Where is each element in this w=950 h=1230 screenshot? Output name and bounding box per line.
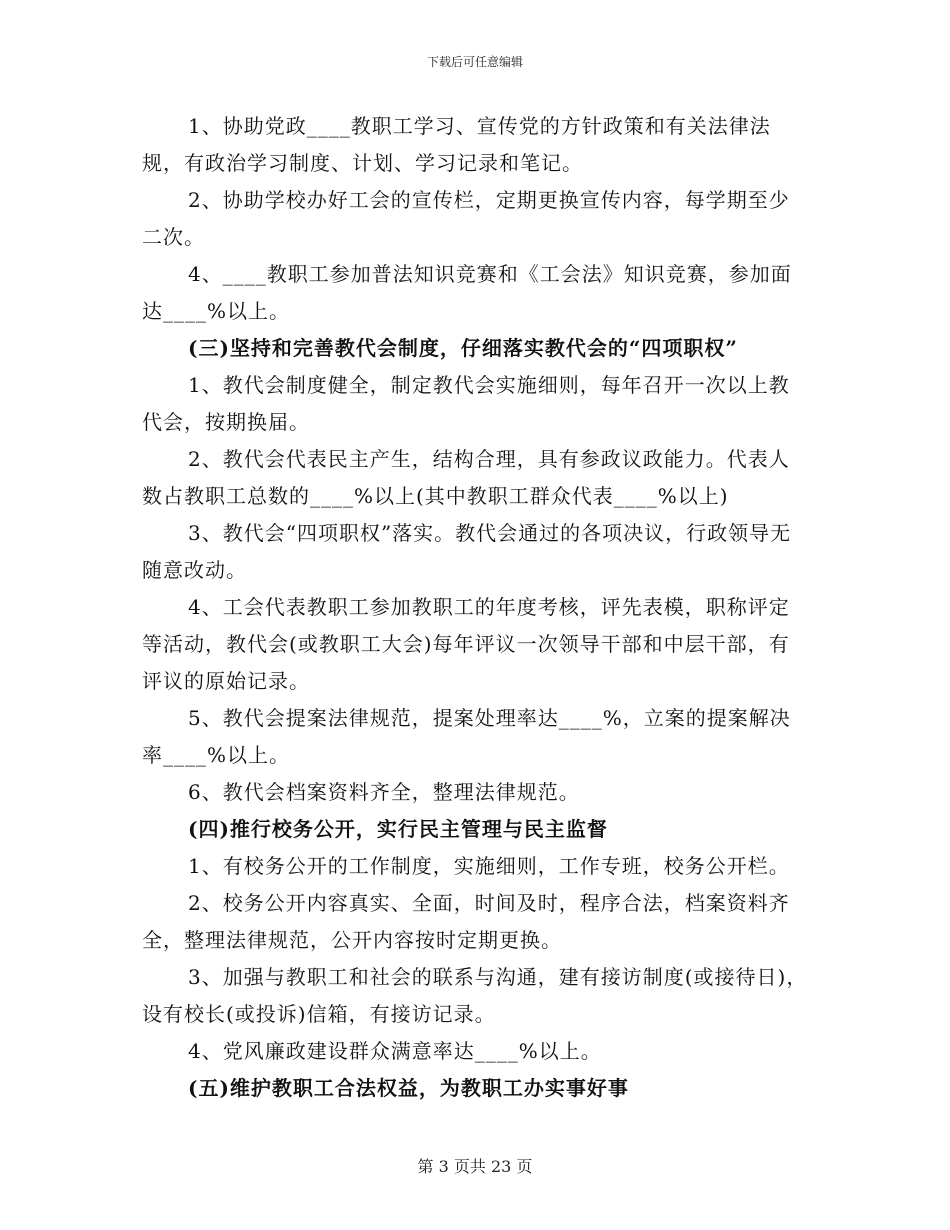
page-header: 下载后可任意编辑 bbox=[426, 55, 523, 69]
paragraph-13: 4、党风廉政建设群众满意率达____%以上。 bbox=[188, 1039, 602, 1063]
paragraph-9: 6、教代会档案资料齐全，整理法律规范。 bbox=[188, 780, 580, 804]
document-body bbox=[142, 108, 810, 1107]
section-heading-3: (三)坚持和完善教代会制度，仔细落实教代会的“四项职权” bbox=[188, 336, 738, 360]
paragraph-4: 1、教代会制度健全，制定教代会实施细则，每年召开一次以上教代会，按期换届。 bbox=[142, 373, 790, 434]
page-footer: 第 3 页共 23 页 bbox=[417, 1157, 533, 1176]
section-heading-4: (四)推行校务公开，实行民主管理与民主监督 bbox=[188, 817, 608, 841]
paragraph-6: 3、教代会“四项职权”落实。教代会通过的各项决议，行政领导无随意改动。 bbox=[142, 521, 792, 582]
paragraph-5: 2、教代会代表民主产生，结构合理，具有参政议政能力。代表人数占教职工总数的____%以上(其中教职工群众代表____%以上) bbox=[142, 447, 790, 508]
paragraph-3: 4、____教职工参加普法知识竞赛和《工会法》知识竞赛，参加面达____%以上。 bbox=[142, 262, 792, 323]
paragraph-11: 2、校务公开内容真实、全面，时间及时，程序合法，档案资料齐全，整理法律规范，公开内容按时定期更换。 bbox=[142, 891, 790, 952]
paragraph-2: 2、协助学校办好工会的宣传栏，定期更换宣传内容，每学期至少二次。 bbox=[142, 188, 790, 249]
paragraph-7: 4、工会代表教职工参加教职工的年度考核，评先表模，职称评定等活动，教代会(或教职工大会)每年评议一次领导干部和中层干部，有评议的原始记录。 bbox=[142, 595, 790, 693]
paragraph-8: 5、教代会提案法律规范，提案处理率达____%，立案的提案解决率____%以上。 bbox=[142, 706, 791, 767]
section-heading-5: (五)维护教职工合法权益，为教职工办实事好事 bbox=[188, 1076, 629, 1100]
paragraph-10: 1、有校务公开的工作制度，实施细则，工作专班，校务公开栏。 bbox=[188, 854, 790, 878]
paragraph-12: 3、加强与教职工和社会的联系与沟通，建有接访制度(或接待日)，设有校长(或投诉)信箱，有接访记录。 bbox=[142, 965, 808, 1026]
paragraph-1: 1、协助党政____教职工学习、宣传党的方针政策和有关法律法规，有政治学习制度、计划、学习记录和笔记。 bbox=[142, 114, 771, 175]
